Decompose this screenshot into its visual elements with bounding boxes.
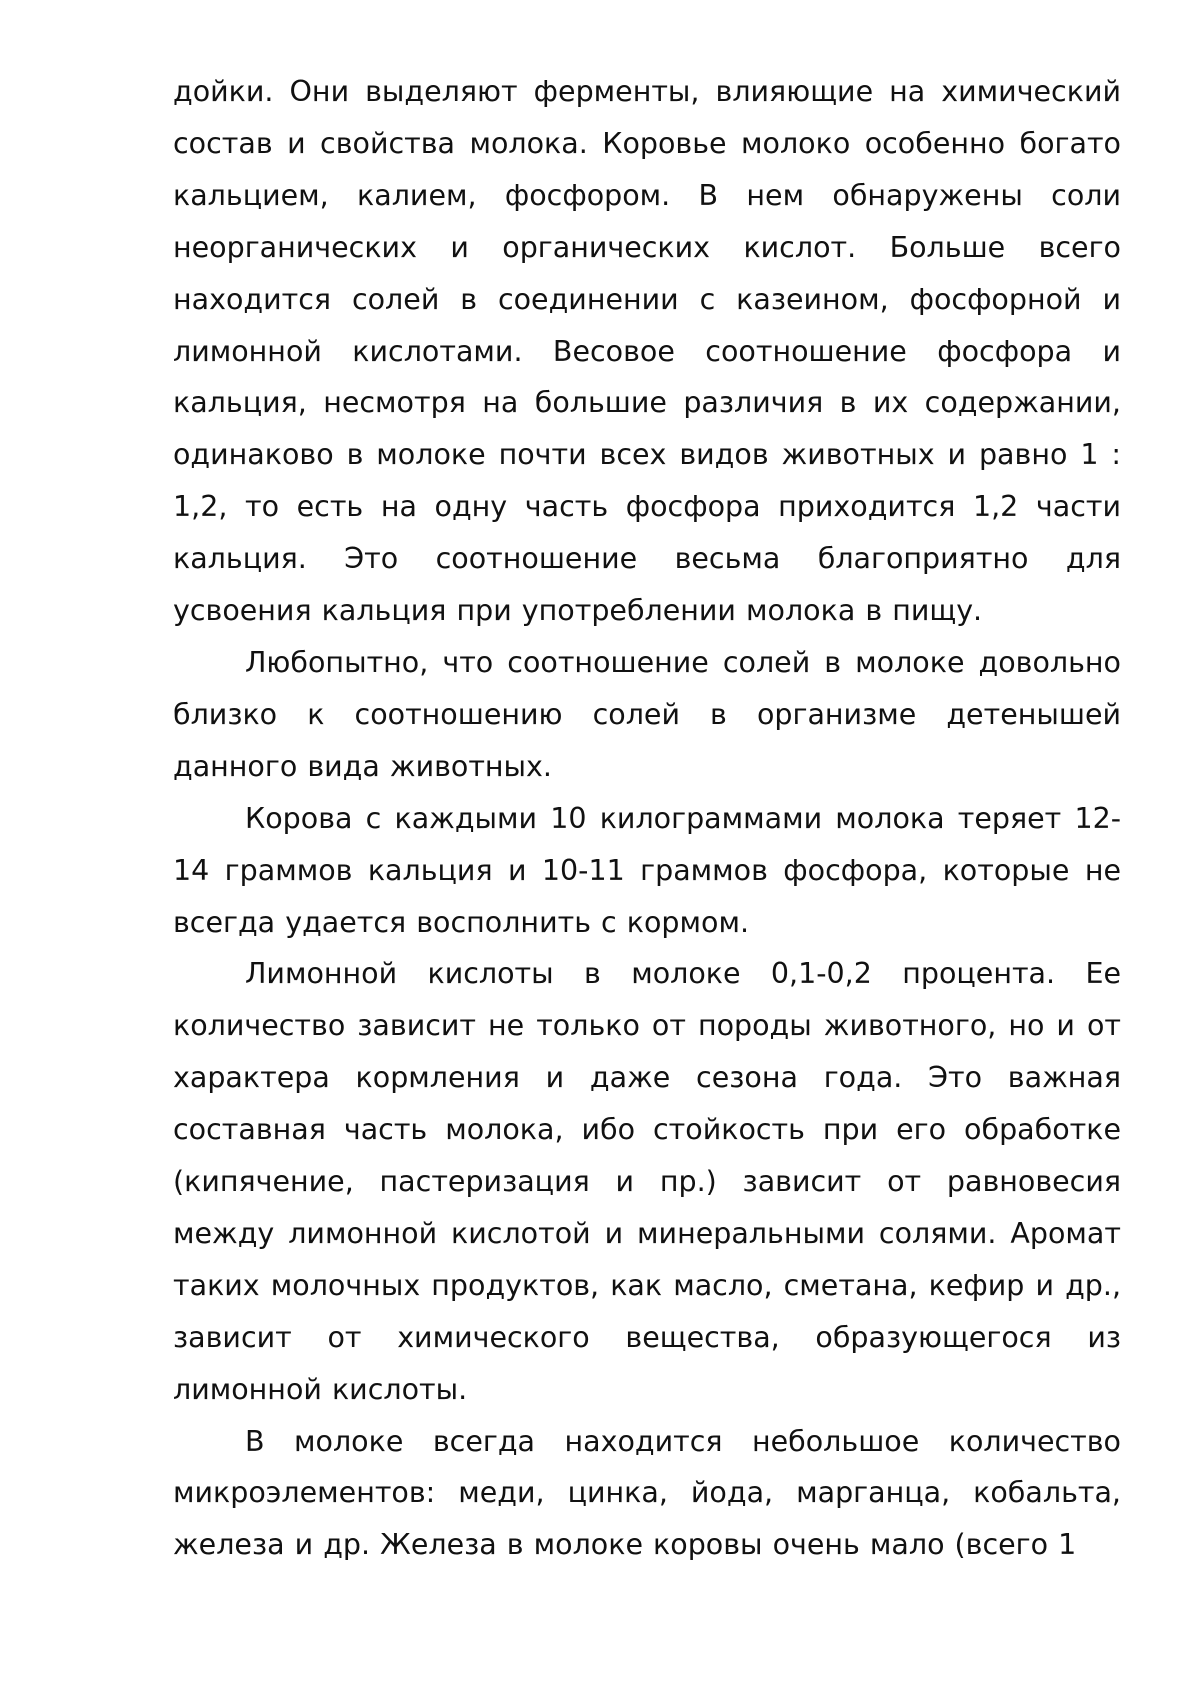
paragraph-continuation: дойки. Они выделяют ферменты, влияющие на химический состав и свойства молока. Коровье молоко особенно богато кальцием, калием, фосфором. В нем обнаружены соли неорганических и органических кислот. Больше всего находится солей в соединении с казеином, фосфорной и лимонной кислотами. Весовое соотношение фосфора и кальция, несмотря на большие различия в их содержании, одинаково в молоке почти всех видов животных и равно 1 : 1,2, то есть на одну часть фосфора приходится 1,2 части кальция. Это соотношение весьма благоприятно для усвоения кальция при употреблении молока в пищу. (173, 75, 1121, 628)
paragraph-salts-ratio: Любопытно, что соотношение солей в молоке довольно близко к соотношению солей в организме детенышей данного вида животных. (173, 645, 1121, 783)
body-text (173, 66, 1121, 1571)
paragraph-cow-calcium-loss: Корова с каждыми 10 килограммами молока теряет 12-14 граммов кальция и 10-11 граммов фосфора, которые не всегда удается восполнить с кормом. (173, 801, 1121, 939)
paragraph-citric-acid: Лимонной кислоты в молоке 0,1-0,2 процента. Ее количество зависит не только от породы животного, но и от характера кормления и даже сезона года. Это важная составная часть молока, ибо стойкость при его обработке (кипячение, пастеризация и пр.) зависит от равновесия между лимонной кислотой и минеральными солями. Аромат таких молочных продуктов, как масло, сметана, кефир и др., зависит от химического вещества, образующегося из лимонной кислоты. (173, 957, 1121, 1406)
paragraph-microelements: В молоке всегда находится небольшое количество микроэлементов: меди, цинка, йода, марганца, кобальта, железа и др. Железа в молоке коровы очень мало (всего 1 (173, 1424, 1121, 1562)
